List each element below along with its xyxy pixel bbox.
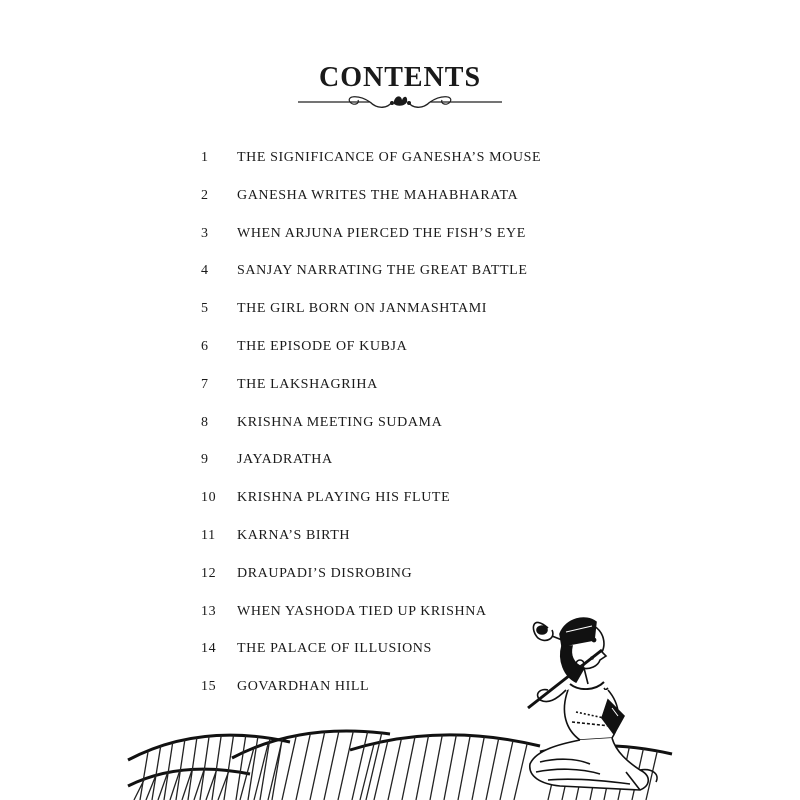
toc-entry-number: 7 bbox=[201, 376, 209, 392]
toc-entry-title: THE GIRL BORN ON JANMASHTAMI bbox=[237, 301, 488, 317]
toc-entry bbox=[0, 222, 800, 260]
toc-entry bbox=[0, 524, 800, 562]
toc-entry-title: THE SIGNIFICANCE OF GANESHA’S MOUSE bbox=[237, 150, 542, 165]
toc-entry bbox=[0, 184, 800, 222]
toc-entry-number: 3 bbox=[201, 225, 209, 241]
toc-entry-number: 2 bbox=[201, 187, 209, 203]
toc-entry-number: 13 bbox=[201, 603, 217, 619]
toc-entry-number: 11 bbox=[201, 527, 216, 543]
toc-entry-number: 4 bbox=[201, 263, 209, 279]
toc-entry bbox=[0, 448, 800, 486]
toc-entry-title: KRISHNA MEETING SUDAMA bbox=[237, 414, 443, 430]
toc-entry-title: KRISHNA PLAYING HIS FLUTE bbox=[237, 490, 451, 506]
toc-entry bbox=[0, 335, 800, 373]
toc-entry-title: KARNA’S BIRTH bbox=[237, 527, 351, 543]
hill-pattern-icon bbox=[128, 726, 672, 800]
toc-entry-title: THE EPISODE OF KUBJA bbox=[237, 338, 408, 354]
page-title: CONTENTS bbox=[318, 62, 482, 93]
toc-entry-title: GANESHA WRITES THE MAHABHARATA bbox=[237, 187, 519, 203]
toc-entry bbox=[0, 411, 800, 449]
toc-entry-title: GOVARDHAN HILL bbox=[237, 679, 370, 695]
toc-entry-number: 6 bbox=[201, 338, 209, 354]
toc-entry-number: 9 bbox=[201, 452, 209, 468]
toc-entry-number: 12 bbox=[201, 565, 217, 581]
toc-entry-title: WHEN ARJUNA PIERCED THE FISH’S EYE bbox=[237, 225, 526, 241]
toc-entry-number: 1 bbox=[201, 150, 209, 165]
toc-entry bbox=[0, 297, 800, 335]
toc-entry bbox=[0, 486, 800, 524]
toc-entry-title: DRAUPADI’S DISROBING bbox=[237, 565, 413, 581]
toc-entry-number: 14 bbox=[201, 641, 217, 657]
toc-entry bbox=[0, 373, 800, 411]
toc-entry-title: THE PALACE OF ILLUSIONS bbox=[237, 641, 432, 657]
ornament-divider-icon bbox=[298, 92, 502, 112]
toc-entry-title: SANJAY NARRATING THE GREAT BATTLE bbox=[237, 263, 528, 279]
toc-entry-title: THE LAKSHAGRIHA bbox=[237, 376, 378, 392]
toc-entry-title: WHEN YASHODA TIED UP KRISHNA bbox=[237, 603, 487, 619]
table-of-contents bbox=[0, 146, 800, 713]
toc-entry bbox=[0, 562, 800, 600]
toc-entry-number: 15 bbox=[201, 679, 217, 695]
toc-entry-number: 5 bbox=[201, 301, 209, 317]
toc-entry bbox=[0, 259, 800, 297]
toc-entry-title: JAYADRATHA bbox=[237, 452, 333, 468]
toc-entry bbox=[0, 600, 800, 638]
toc-entry bbox=[0, 146, 800, 184]
toc-entry bbox=[0, 675, 800, 713]
toc-entry bbox=[0, 637, 800, 675]
toc-entry-number: 10 bbox=[201, 490, 217, 506]
toc-entry-number: 8 bbox=[201, 414, 209, 430]
